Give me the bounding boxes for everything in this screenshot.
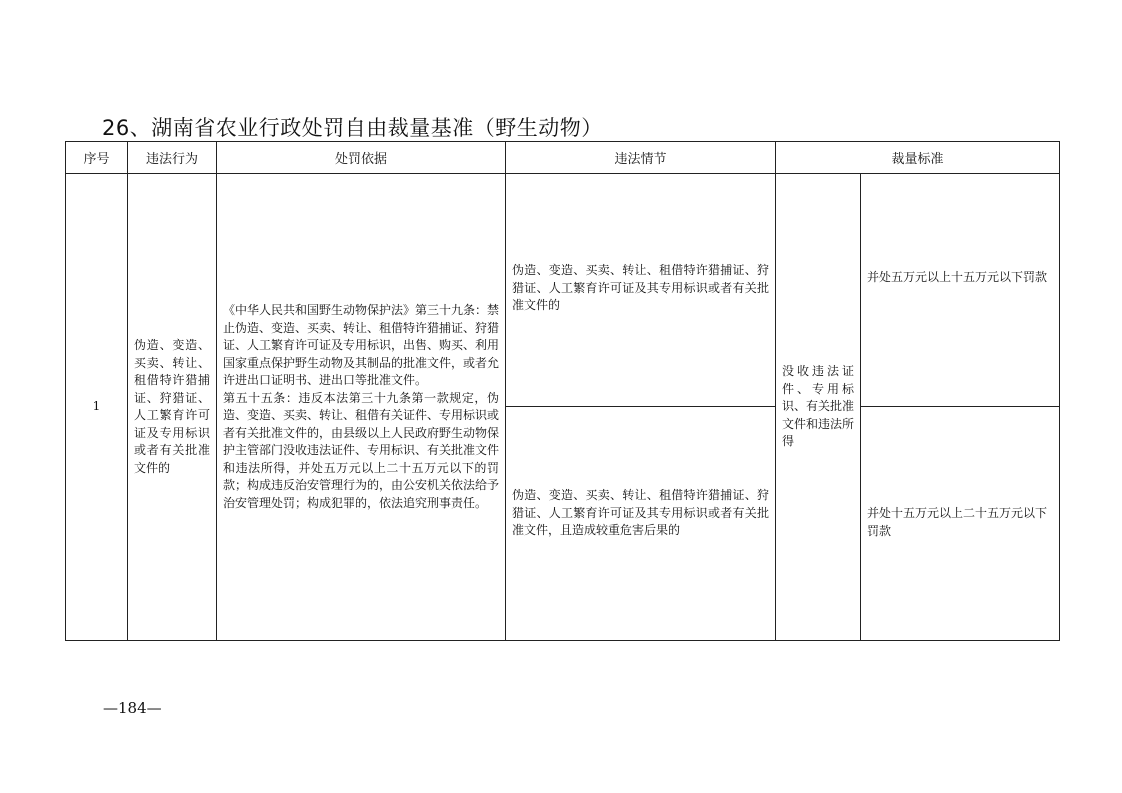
table-header-row — [66, 142, 1060, 174]
table-row — [66, 174, 1060, 407]
header-act: 违法行为 — [128, 142, 217, 174]
page-number: —184— — [103, 699, 162, 717]
basis-text: 《中华人民共和国野生动物保护法》第三十九条：禁止伪造、变造、买卖、转让、租借特许猎捕证、狩猎证、人工繁育许可证及专用标识，出售、购买、利用国家重点保护野生动物及其制品的批准文件，或者允许进出口证明书、进出口等批准文件。 第五十五条：违反本法第三十九条第一款规定，伪造、变造、买卖、转让、租借有关证件、专用标识或者有关批准文件的，由县级以上人民政府野生动物保护主管部门没收违法证件、专用标识、有关批准文件和违法所得，并处五万元以上二十五万元以下的罚款；构成违反治安管理行为的，由公安机关依法给予治安管理处罚；构成犯罪的，依法追究刑事责任。 — [223, 303, 500, 510]
cell-seq — [66, 174, 128, 641]
circumstance-text-1: 伪造、变造、买卖、转让、租借特许猎捕证、狩猎证、人工繁育许可证及其专用标识或者有关批准文件的 — [512, 263, 769, 312]
cell-standard-2 — [861, 407, 1060, 641]
document-title: 26、湖南省农业行政处罚自由裁量基准（野生动物） — [102, 116, 603, 140]
act-text: 伪造、变造、买卖、转让、租借特许猎捕证、狩猎证、人工繁育许可证及专用标识或者有关批准文件的 — [134, 338, 210, 475]
circumstance-text-2: 伪造、变造、买卖、转让、租借特许猎捕证、狩猎证、人工繁育许可证及其专用标识或者有关批准文件，且造成较重危害后果的 — [512, 488, 769, 537]
cell-act — [128, 174, 217, 641]
cell-standard-1 — [861, 174, 1060, 407]
standard-text-1: 并处五万元以上十五万元以下罚款 — [867, 270, 1048, 284]
header-basis: 处罚依据 — [217, 142, 506, 174]
discretion-standard-table — [65, 141, 1060, 641]
confiscation-text: 没收违法证件、专用标识、有关批准文件和违法所得 — [782, 364, 855, 449]
header-standard: 裁量标准 — [776, 142, 1060, 174]
header-seq: 序号 — [66, 142, 128, 174]
header-circumstance: 违法情节 — [506, 142, 776, 174]
seq-text: 1 — [92, 399, 101, 414]
cell-basis — [217, 174, 506, 641]
cell-circumstance-1 — [506, 174, 776, 407]
cell-confiscation — [776, 174, 861, 641]
cell-circumstance-2 — [506, 407, 776, 641]
standard-text-2: 并处十五万元以上二十五万元以下罚款 — [867, 506, 1048, 538]
